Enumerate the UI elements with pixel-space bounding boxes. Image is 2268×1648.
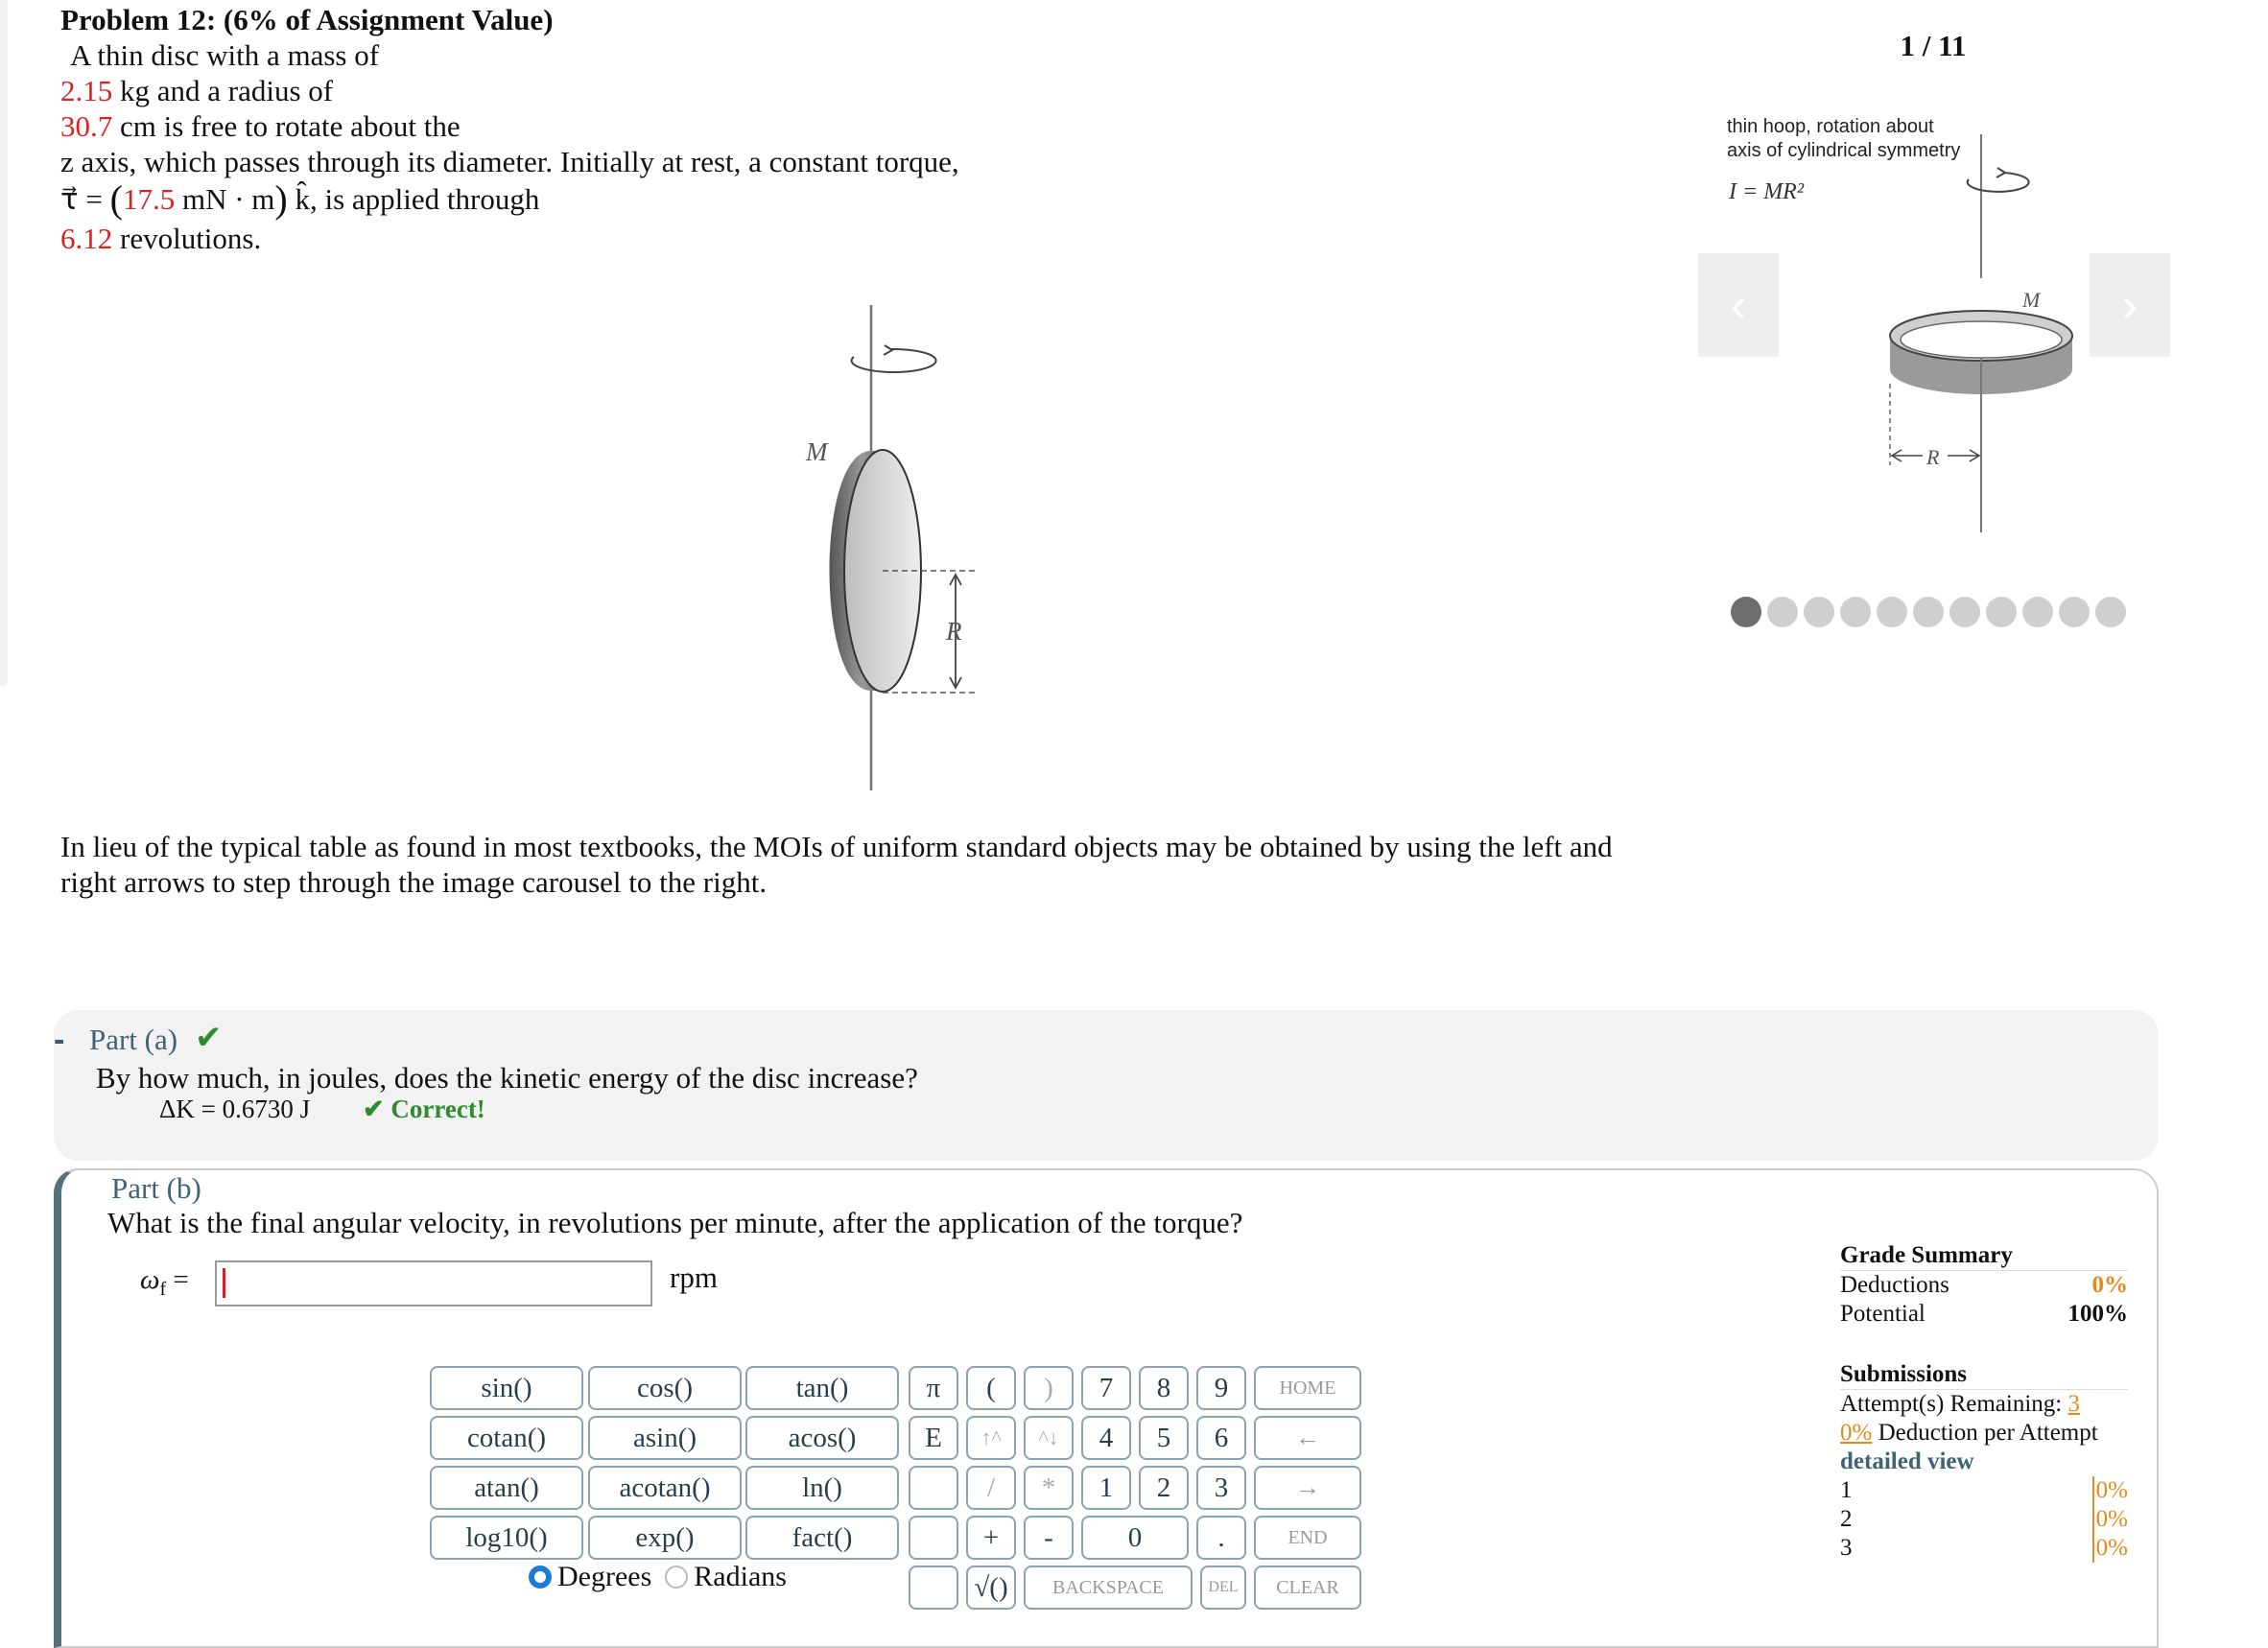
part-a-check-icon: ✔ (195, 1021, 223, 1056)
radius-value: 30.7 (60, 109, 113, 143)
carousel-dot[interactable] (1949, 597, 1980, 627)
key-clear[interactable]: CLEAR (1254, 1566, 1361, 1610)
key-acotan[interactable]: acotan() (588, 1466, 742, 1510)
angle-mode (529, 1561, 787, 1593)
key-atan[interactable]: atan() (430, 1466, 583, 1510)
key-close-paren[interactable]: ) (1024, 1366, 1074, 1410)
part-a-collapse-toggle[interactable]: - (54, 1022, 65, 1058)
key-decimal[interactable]: . (1196, 1516, 1246, 1560)
carousel-dot[interactable] (1877, 597, 1907, 627)
attempts-remaining-label: Attempt(s) Remaining: (1840, 1391, 2068, 1417)
part-a-question: By how much, in joules, does the kinetic energy of the disc increase? (96, 1061, 918, 1095)
key-end[interactable]: END (1254, 1516, 1361, 1560)
disc-mass-label: M (806, 437, 828, 466)
key-9[interactable]: 9 (1196, 1366, 1246, 1410)
attempt-pct: 0% (2092, 1505, 2128, 1534)
attempt-number: 2 (1840, 1506, 1853, 1532)
carousel-dot[interactable] (1804, 597, 1834, 627)
key-divide[interactable]: / (966, 1466, 1016, 1510)
carousel-formula: I = MR² (1729, 179, 1805, 204)
carousel-dot[interactable] (1767, 597, 1798, 627)
key-del[interactable]: DEL (1200, 1566, 1246, 1610)
key-sin[interactable]: sin() (430, 1366, 583, 1410)
key-e[interactable]: E (909, 1416, 958, 1460)
carousel-caption-line-2: axis of cylindrical symmetry (1727, 140, 1961, 161)
key-cotan[interactable]: cotan() (430, 1416, 583, 1460)
key-acos[interactable]: acos() (745, 1416, 899, 1460)
torque-line: τ⃗ = (17.5 mN · m) k̂, is applied through (60, 177, 540, 221)
khat-text: k̂, is applied through (295, 182, 540, 216)
problem-title: Problem 12: (6% of Assignment Value) (60, 3, 554, 36)
moi-carousel (1698, 19, 2168, 633)
deductions-label: Deductions (1840, 1272, 1949, 1298)
key-right[interactable]: → (1254, 1466, 1361, 1510)
mass-value: 2.15 (60, 74, 113, 107)
left-edge-strip (0, 0, 8, 686)
key-7[interactable]: 7 (1081, 1366, 1131, 1410)
attempts-remaining-value[interactable]: 3 (2067, 1391, 2080, 1417)
revs-value: 6.12 (60, 222, 113, 255)
key-exp[interactable]: exp() (588, 1516, 742, 1560)
carousel-caption-line-1: thin hoop, rotation about (1727, 116, 1934, 137)
key-backspace[interactable]: BACKSPACE (1024, 1566, 1193, 1610)
moi-note (60, 829, 1691, 900)
key-tan[interactable]: tan() (745, 1366, 899, 1410)
moi-note-line-2: right arrows to step through the image carousel to the right. (60, 865, 768, 899)
key-1[interactable]: 1 (1081, 1466, 1131, 1510)
carousel-dot[interactable] (1731, 597, 1761, 627)
carousel-dot[interactable] (2022, 597, 2053, 627)
problem-line-4: z axis, which passes through its diameter. Initially at rest, a constant torque, (60, 145, 959, 178)
key-power-up[interactable]: ↑^ (966, 1416, 1016, 1460)
part-b-question: What is the final angular velocity, in revolutions per minute, after the application of the torque? (107, 1206, 1243, 1239)
key-2[interactable]: 2 (1139, 1466, 1189, 1510)
key-plus[interactable]: + (966, 1516, 1016, 1560)
key-blank-2[interactable] (909, 1516, 958, 1560)
deduction-per-attempt-value[interactable]: 0% (1840, 1420, 1873, 1446)
answer-input[interactable] (215, 1260, 652, 1307)
part-a-title[interactable]: Part (a) (89, 1023, 178, 1056)
degrees-radio[interactable] (529, 1566, 552, 1589)
deduction-per-attempt-label: Deduction per Attempt (1872, 1420, 2098, 1446)
potential-value: 100% (2067, 1301, 2128, 1327)
attempt-pct: 0% (2092, 1534, 2128, 1563)
key-ln[interactable]: ln() (745, 1466, 899, 1510)
key-open-paren[interactable]: ( (966, 1366, 1016, 1410)
omega-f-label: $\omega_f$ = (140, 1264, 189, 1300)
moi-note-line-1: In lieu of the typical table as found in most textbooks, the MOIs of uniform standard objects may be obtained by using the left and (60, 830, 1613, 863)
problem-line-1: A thin disc with a mass of (70, 38, 380, 72)
key-fact[interactable]: fact() (745, 1516, 899, 1560)
key-home[interactable]: HOME (1254, 1366, 1361, 1410)
disc-figure (758, 297, 1017, 796)
grade-summary (1840, 1241, 2128, 1329)
key-multiply[interactable]: * (1024, 1466, 1074, 1510)
key-6[interactable]: 6 (1196, 1416, 1246, 1460)
attempt-number: 1 (1840, 1477, 1853, 1503)
carousel-dot[interactable] (2095, 597, 2126, 627)
problem-line-6: revolutions. (112, 222, 262, 255)
key-sqrt[interactable]: √() (966, 1566, 1016, 1610)
deductions-value: 0% (2091, 1272, 2128, 1298)
carousel-dot[interactable] (1913, 597, 1944, 627)
key-pi[interactable]: π (909, 1366, 958, 1410)
radians-label[interactable]: Radians (694, 1561, 787, 1592)
problem-line-2: kg and a radius of (112, 74, 334, 107)
submissions-panel (1840, 1360, 2128, 1563)
key-blank-1[interactable] (909, 1466, 958, 1510)
key-3[interactable]: 3 (1196, 1466, 1246, 1510)
carousel-prev-button[interactable]: ‹ (1698, 253, 1779, 357)
key-cos[interactable]: cos() (588, 1366, 742, 1410)
tau-symbol: τ⃗ = (60, 182, 103, 216)
attempt-pct: 0% (2092, 1476, 2128, 1505)
submissions-title: Submissions (1840, 1360, 2128, 1390)
carousel-next-button[interactable]: › (2090, 253, 2170, 357)
part-a-answer: ΔK = 0.6730 J (159, 1095, 311, 1123)
carousel-dot[interactable] (1986, 597, 2017, 627)
key-blank-3[interactable] (909, 1566, 958, 1610)
part-b-title: Part (b) (111, 1171, 201, 1205)
carousel-dots (1731, 597, 2126, 627)
key-asin[interactable]: asin() (588, 1416, 742, 1460)
unit-label: rpm (670, 1260, 718, 1294)
key-power-down[interactable]: ^↓ (1024, 1416, 1074, 1460)
key-0[interactable]: 0 (1081, 1516, 1189, 1560)
key-5[interactable]: 5 (1139, 1416, 1189, 1460)
key-4[interactable]: 4 (1081, 1416, 1131, 1460)
part-a-correct-badge: ✔ Correct! (363, 1095, 485, 1123)
carousel-counter: 1 / 11 (1900, 29, 1967, 62)
input-caret (223, 1268, 225, 1298)
detailed-view-link[interactable]: detailed view (1840, 1448, 1974, 1474)
key-8[interactable]: 8 (1139, 1366, 1189, 1410)
carousel-dot[interactable] (2059, 597, 2090, 627)
problem-statement (60, 2, 1691, 256)
radians-radio[interactable] (665, 1566, 688, 1589)
grade-summary-title: Grade Summary (1840, 1241, 2128, 1271)
hoop-mass-label: M (2022, 288, 2041, 312)
hoop-radius-label: R (1926, 445, 1940, 469)
torque-value: 17.5 (122, 182, 176, 216)
torque-unit: mN · m (181, 182, 275, 216)
key-minus[interactable]: - (1024, 1516, 1074, 1560)
key-log10[interactable]: log10() (430, 1516, 583, 1560)
potential-label: Potential (1840, 1301, 1925, 1327)
degrees-label[interactable]: Degrees (557, 1561, 652, 1592)
attempt-number: 3 (1840, 1535, 1853, 1561)
disc-radius-label: R (946, 617, 962, 646)
key-left[interactable]: ← (1254, 1416, 1361, 1460)
hoop-figure (1880, 129, 2101, 552)
carousel-dot[interactable] (1840, 597, 1871, 627)
problem-line-3: cm is free to rotate about the (112, 109, 461, 143)
